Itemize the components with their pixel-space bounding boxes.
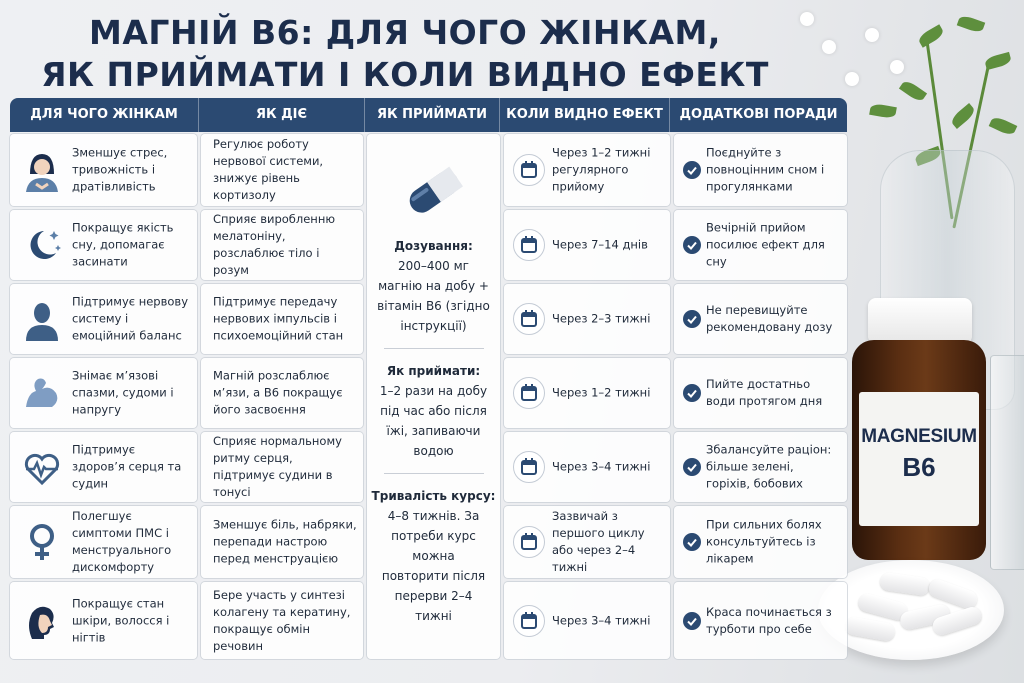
benefit-text: Підтримує здоров’я серця та судин: [72, 442, 182, 491]
action-cell: [201, 210, 363, 280]
effect-text: Через 3–4 тижні: [552, 613, 651, 627]
action-text: Сприяє виробленню мелатоніну, розслаблює тіло і розум: [213, 212, 336, 277]
benefit-cell: [10, 134, 197, 206]
calendar-icon: [513, 451, 545, 483]
effect-cell: [504, 582, 670, 659]
benefit-text: Полегшує симптоми ПМС і менструального дискомфорту: [72, 509, 172, 574]
divider: [384, 348, 484, 349]
tip-text: Краса починається з турботи про себе: [706, 604, 832, 636]
effect-text: Через 1–2 тижні регулярного прийому: [552, 145, 651, 194]
title-line-2: ЯК ПРИЙМАТИ І КОЛИ ВИДНО ЕФЕКТ: [41, 55, 769, 94]
header-action: ЯК ДІЄ: [199, 98, 365, 132]
effect-text: Через 3–4 тижні: [552, 459, 651, 474]
effect-cell: [504, 506, 670, 578]
action-text: Зменшує біль, набряки, перепади настрою перед менструацією: [213, 517, 357, 566]
tip-cell: [674, 284, 847, 354]
tip-cell: [674, 506, 847, 578]
effect-cell: [504, 134, 670, 206]
divider: [384, 473, 484, 474]
benefit-text: Підтримує нервову систему і емоційний баланс: [72, 294, 189, 343]
bottle-label-line2: B6: [902, 452, 936, 482]
header-benefit: ДЛЯ ЧОГО ЖІНКАМ: [10, 98, 199, 132]
calendar-icon: [513, 154, 545, 186]
title-line-1: МАГНІЙ B6: ДЛЯ ЧОГО ЖІНКАМ,: [89, 13, 721, 52]
tip-cell: [674, 134, 847, 206]
benefit-text: Знімає м’язові спазми, судоми і напругу: [72, 368, 174, 417]
bottle-label: [859, 392, 979, 526]
water-glass: [990, 355, 1024, 570]
calendar-icon: [513, 303, 545, 335]
heart-pulse-icon: [20, 445, 64, 489]
course-title: Тривалість курсу:: [371, 489, 496, 503]
table-header: [10, 98, 847, 132]
dose-text: 200–400 мг магнію на добу + вітамін B6 (згідно інструкції): [377, 259, 490, 333]
action-text: Сприяє нормальному ритму серця, підтримує судини в тонусі: [213, 434, 342, 499]
how-text: 1–2 рази на добу під час або після їжі, запиваючи водою: [379, 384, 488, 458]
person-silhouette-icon: [20, 297, 64, 341]
effect-cell: [504, 210, 670, 280]
effect-text: Через 7–14 днів: [552, 237, 648, 252]
tip-text: Вечірній прийом посилює ефект для сну: [706, 220, 825, 269]
action-cell: [201, 134, 363, 206]
action-text: Підтримує передачу нервових імпульсів і психоемоційний стан: [213, 294, 344, 343]
course-text: 4–8 тижнів. За потреби курс можна повторити після перерви 2–4 тижні: [381, 509, 486, 623]
info-table: [10, 98, 847, 661]
action-cell: [201, 358, 363, 428]
benefit-text: Зменшує стрес, тривожність і дратівливість: [72, 145, 168, 194]
action-cell: [201, 506, 363, 578]
tip-text: Збалансуйте раціон: більше зелені, горіхів, бобових: [706, 442, 832, 491]
action-text: Магній розслаблює м’язи, а B6 покращує його засвоєння: [213, 368, 343, 417]
effect-cell: [504, 358, 670, 428]
benefit-cell: [10, 582, 197, 659]
calendar-icon: [513, 526, 545, 558]
header-effect-time: КОЛИ ВИДНО ЕФЕКТ: [500, 98, 670, 132]
action-cell: [201, 582, 363, 659]
woman-profile-icon: [20, 599, 64, 643]
benefit-cell: [10, 210, 197, 280]
action-text: Бере участь у синтезі колагену та кератину, покращує обмін речовин: [213, 587, 351, 653]
page-title: [0, 12, 810, 96]
tip-text: Пийте достатньо води протягом дня: [706, 377, 823, 408]
header-tips: ДОДАТКОВІ ПОРАДИ: [679, 107, 838, 122]
tip-cell: [674, 582, 847, 659]
action-text: Регулює роботу нервової системи, знижує рівень кортизолу: [213, 137, 324, 202]
dose-title: Дозування:: [394, 239, 473, 253]
tip-cell: [674, 210, 847, 280]
check-icon: [683, 533, 701, 551]
moon-stars-icon: [20, 223, 64, 267]
check-icon: [683, 458, 701, 476]
benefit-cell: [10, 284, 197, 354]
tip-cell: [674, 358, 847, 428]
how-title: Як приймати:: [386, 364, 481, 378]
effect-text: Через 2–3 тижні: [552, 311, 651, 326]
header-how-to-take: ЯК ПРИЙМАТИ: [365, 98, 500, 132]
benefit-text: Покращує стан шкіри, волосся і нігтів: [72, 596, 170, 644]
benefit-cell: [10, 506, 197, 578]
check-icon: [683, 161, 701, 179]
dosage-panel: [367, 134, 500, 659]
effect-text: Через 1–2 тижні: [552, 385, 651, 400]
female-symbol-icon: [20, 520, 64, 564]
benefit-text: Покращує якість сну, допомагає засинати: [72, 220, 174, 269]
action-cell: [201, 432, 363, 502]
check-icon: [683, 236, 701, 254]
tip-text: Поєднуйте з повноцінним сном і прогулянками: [706, 145, 825, 194]
effect-cell: [504, 432, 670, 502]
bottle-label-line1: MAGNESIUM: [861, 426, 977, 447]
calendar-icon: [513, 229, 545, 261]
effect-text: Зазвичай з першого циклу або через 2–4 тижні: [552, 509, 645, 574]
stressed-woman-icon: [20, 148, 64, 192]
tip-cell: [674, 432, 847, 502]
benefit-cell: [10, 432, 197, 502]
calendar-icon: [513, 377, 545, 409]
flexed-arm-icon: [20, 371, 64, 415]
calendar-icon: [513, 605, 545, 637]
tip-text: При сильних болях консультуйтесь із лікарем: [706, 517, 822, 566]
check-icon: [683, 612, 701, 630]
bottle-cap: [868, 298, 972, 344]
capsule-icon: [399, 164, 469, 220]
check-icon: [683, 310, 701, 328]
tip-text: Не перевищуйте рекомендовану дозу: [706, 303, 833, 334]
effect-cell: [504, 284, 670, 354]
benefit-cell: [10, 358, 197, 428]
check-icon: [683, 384, 701, 402]
action-cell: [201, 284, 363, 354]
